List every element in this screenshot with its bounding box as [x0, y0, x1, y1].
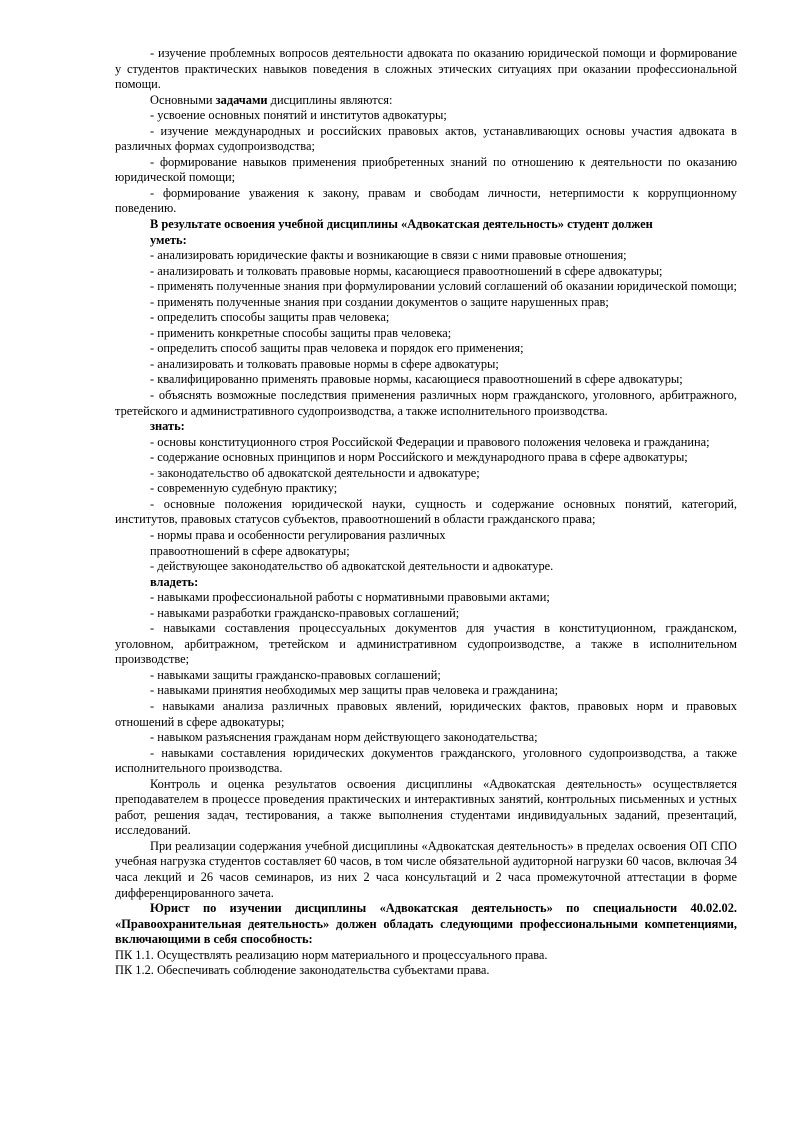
paragraph: - современную судебную практику;: [150, 481, 338, 496]
paragraph: - усвоение основных понятий и институтов адвокатуры;: [150, 108, 447, 123]
paragraph: - формирование навыков применения приобретенных знаний по отношению к деятельности по оказанию юридической помощи;: [115, 154, 737, 185]
paragraph: правоотношений в сфере адвокатуры;: [150, 543, 350, 558]
paragraph: - нормы права и особенности регулирования различных: [150, 527, 446, 542]
paragraph: - основы конституционного строя Российской Федерации и правового положения человека и гражданина;: [150, 434, 710, 449]
paragraph: Основными задачами дисциплины являются:: [150, 92, 393, 107]
paragraph: ПК 1.2. Обеспечивать соблюдение законодательства субъектами права.: [115, 963, 490, 978]
paragraph: ПК 1.1. Осуществлять реализацию норм материального и процессуального права.: [115, 947, 548, 962]
paragraph: Юрист по изучении дисциплины «Адвокатская деятельность» по специальности 40.02.02. «Правоохранительная деятельность» должен обладать следующими профессиональными компетенциями, включающими в себя способность:: [115, 901, 737, 947]
paragraph: - изучение международных и российских правовых актов, устанавливающих основы участия адвоката в различных формах судопроизводства;: [115, 123, 737, 154]
paragraph: - анализировать и толковать правовые нормы, касающиеся правоотношений в сфере адвокатуры;: [150, 263, 663, 278]
paragraph: - содержание основных принципов и норм Российского и международного права в сфере адвокатуры;: [150, 450, 688, 465]
paragraph: - формирование уважения к закону, правам и свободам личности, нетерпимости к коррупционному поведению.: [115, 185, 737, 216]
paragraph: - навыками составления процессуальных документов для участия в конституционном, гражданском, уголовном, арбитражном, третейском и административном судопроизводстве, а также в исполнительном производстве;: [115, 621, 737, 667]
paragraph: - основные положения юридической науки, сущность и содержание основных понятий, категорий, институтов, правовых статусов субъектов, правоотношений в области гражданского права;: [115, 496, 737, 527]
paragraph: В результате освоения учебной дисциплины «Адвокатская деятельность» студент должен: [150, 217, 653, 232]
paragraph: - действующее законодательство об адвокатской деятельности и адвокатуре.: [150, 559, 554, 574]
paragraph: Контроль и оценка результатов освоения дисциплины «Адвокатская деятельность» осуществляется преподавателем в процессе проведения практических и интерактивных занятий, контрольных письменных и устных работ, решения задач, тестирования, а также выполнения студентами индивидуальных заданий, презентаций, исследований.: [115, 776, 737, 838]
paragraph: - навыками профессиональной работы с нормативными правовыми актами;: [150, 590, 550, 605]
paragraph: - навыком разъяснения гражданам норм действующего законодательства;: [150, 730, 538, 745]
paragraph: - определить способы защиты прав человека;: [150, 310, 390, 325]
paragraph: уметь:: [150, 232, 187, 247]
paragraph: - объяснять возможные последствия применения различных норм гражданского, уголовного, арбитражного, третейского и административного судопроизводства, а также исполнительного производства.: [115, 388, 737, 418]
paragraph: - применить конкретные способы защиты прав человека;: [150, 325, 452, 340]
paragraph: - применять полученные знания при формулировании условий соглашений об оказании юридической помощи;: [150, 279, 737, 294]
paragraph: - законодательство об адвокатской деятельности и адвокатуре;: [150, 465, 480, 480]
paragraph: - квалифицированно применять правовые нормы, касающиеся правоотношений в сфере адвокатуры;: [150, 372, 683, 387]
paragraph: - навыками принятия необходимых мер защиты прав человека и гражданина;: [150, 683, 559, 698]
paragraph: - изучение проблемных вопросов деятельности адвоката по оказанию юридической помощи и формирование у студентов практических навыков поведения в сложных этических ситуациях при оказании профессиональной помощи.: [115, 46, 737, 92]
paragraph: - навыками разработки гражданско-правовых соглашений;: [150, 605, 460, 620]
paragraph: - навыками составления юридических документов гражданского, уголовного судопроизводства, а также исполнительного производства.: [115, 745, 737, 776]
paragraph: При реализации содержания учебной дисциплины «Адвокатская деятельность» в пределах освоения ОП СПО учебная нагрузка студентов составляет 60 часов, в том числе обязательной аудиторной нагрузки 60 часов, включая 34 часа лекций и 26 часов семинаров, из них 2 часа консультаций и 2 часа промежуточной аттестации в форме дифференцированного зачета.: [115, 838, 737, 900]
document-page: [115, 46, 737, 979]
paragraph: - анализировать юридические факты и возникающие в связи с ними правовые отношения;: [150, 248, 627, 263]
paragraph: - навыками защиты гражданско-правовых соглашений;: [150, 667, 441, 682]
paragraph: владеть:: [150, 574, 199, 589]
paragraph: - анализировать и толковать правовые нормы в сфере адвокатуры;: [150, 356, 499, 371]
paragraph: знать:: [150, 419, 185, 434]
paragraph: - определить способ защиты прав человека и порядок его применения;: [150, 341, 524, 356]
paragraph: - навыками анализа различных правовых явлений, юридических фактов, правовых норм и правовых отношений в сфере адвокатуры;: [115, 698, 737, 729]
paragraph: - применять полученные знания при создании документов о защите нарушенных прав;: [150, 294, 609, 309]
